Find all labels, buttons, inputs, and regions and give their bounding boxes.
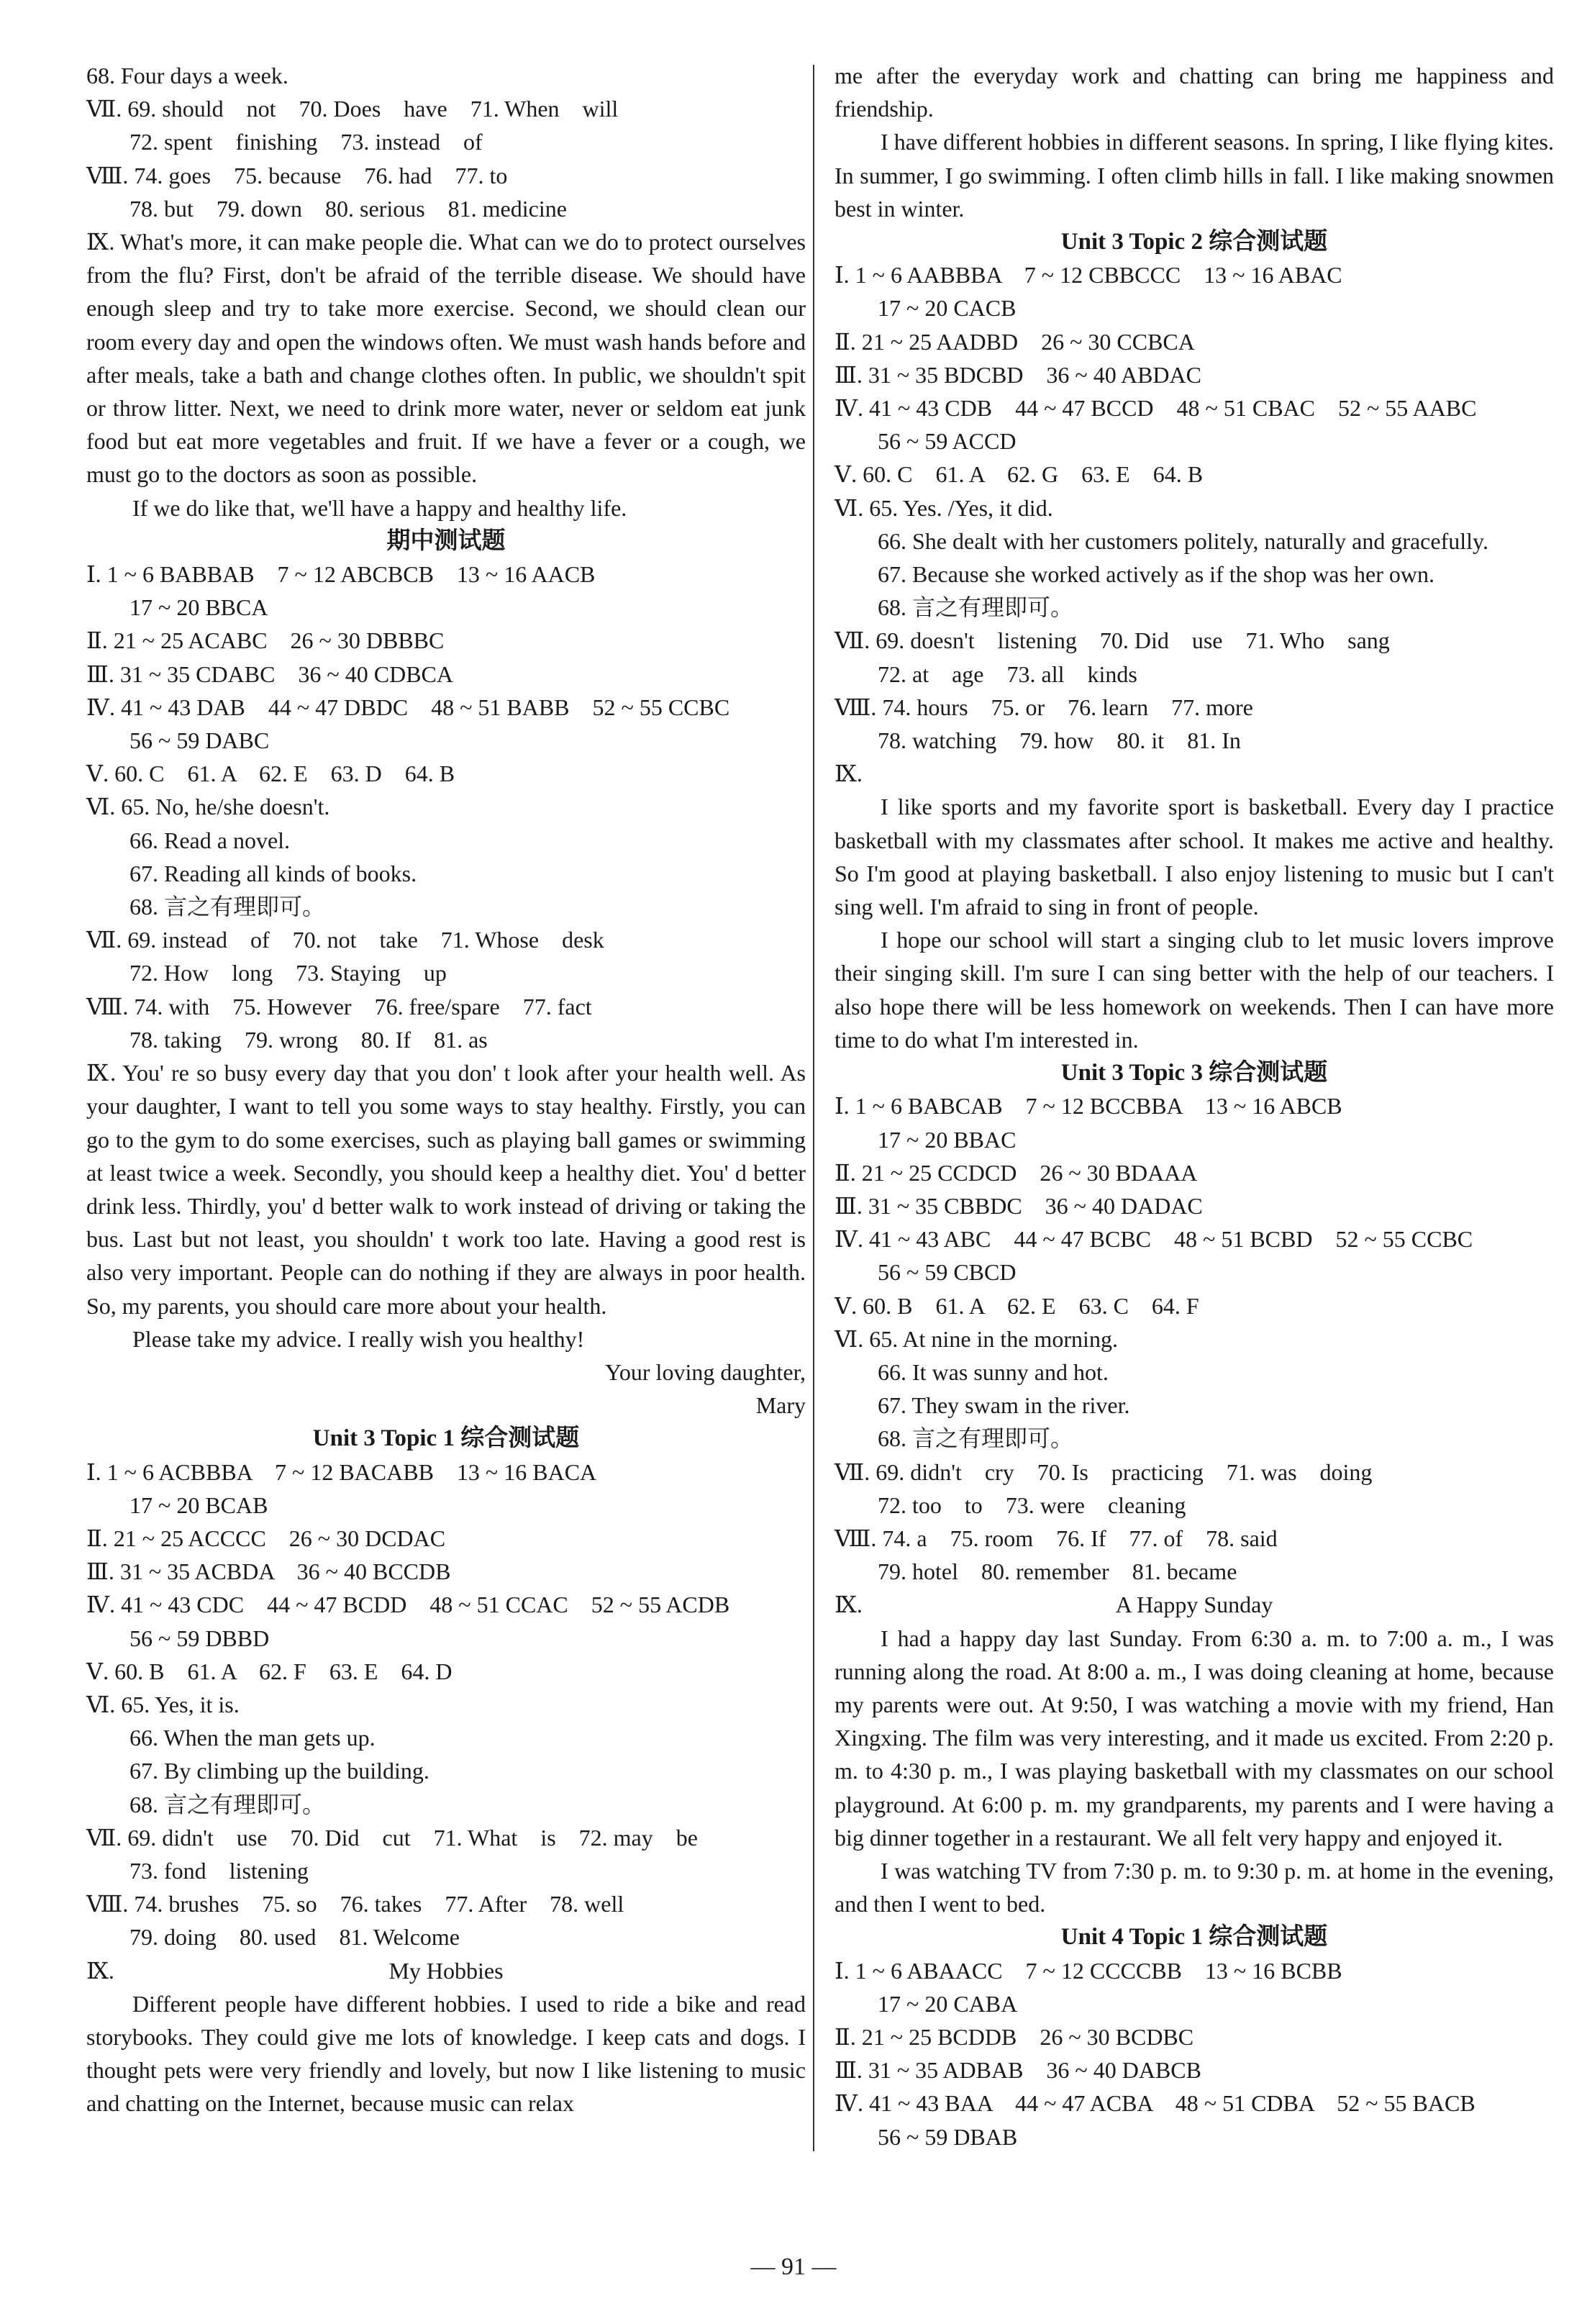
answer-line: Ⅷ. 74. with 75. However 76. free/spare 77. fact bbox=[86, 993, 592, 1020]
answer-line: 78. watching 79. how 80. it 81. In bbox=[878, 727, 1241, 754]
answer-line: 68. 言之有理即可。 bbox=[878, 594, 1074, 621]
answer-line: 72. How long 73. Staying up bbox=[129, 960, 447, 986]
answer-line: Ⅳ. 41 ~ 43 CDB 44 ~ 47 BCCD 48 ~ 51 CBAC 52 ~ 55 AABC bbox=[835, 395, 1477, 422]
answer-line: 78. taking 79. wrong 80. If 81. as bbox=[129, 1026, 488, 1053]
section-number: Ⅸ. bbox=[835, 1592, 863, 1618]
answer-line: 17 ~ 20 BBAC bbox=[878, 1126, 1017, 1153]
answer-line: Ⅰ. 1 ~ 6 AABBBA 7 ~ 12 CBBCCC 13 ~ 16 ABAC bbox=[835, 262, 1342, 289]
answer-line: 72. spent finishing 73. instead of bbox=[129, 129, 483, 155]
answer-line: 56 ~ 59 DABC bbox=[129, 727, 270, 754]
paragraph-text: I had a happy day last Sunday. From 6:30 a. m. to 7:00 a. m., I was running along the road. At 8:00 a. m., I was doing cleaning at home, because my parents were out. At 9:50, I was watching a movie with my friend, Han Xingxing. The film was very interesting, and it made us excited. From 2:20 p. m. to 4:30 p. m., I was playing basketball with my classmates on our school playground. At 6:00 p. m. my grandparents, my parents and I were having a big dinner together in a restaurant. We all felt very happy and enjoyed it. bbox=[835, 1625, 1554, 1851]
answer-line: Ⅰ. 1 ~ 6 BABCAB 7 ~ 12 BCCBBA 13 ~ 16 ABCB bbox=[835, 1093, 1342, 1120]
answer-line: 67. By climbing up the building. bbox=[129, 1758, 429, 1784]
essay-title: My Hobbies bbox=[388, 1957, 504, 1984]
answer-line: 56 ~ 59 DBAB bbox=[878, 2123, 1018, 2150]
answer-line: Ⅴ. 60. B 61. A 62. F 63. E 64. D bbox=[86, 1658, 453, 1684]
answer-line: Ⅶ. 69. didn't cry 70. Is practicing 71. was doing bbox=[835, 1458, 1373, 1485]
essay-paragraph bbox=[86, 1322, 806, 1356]
paragraph-text: I was watching TV from 7:30 p. m. to 9:30 p. m. at home in the evening, and then I went to bed. bbox=[835, 1857, 1554, 1917]
essay-paragraph bbox=[86, 491, 806, 525]
paragraph-text: I hope our school will start a singing club to let music lovers improve their singing skill. I'm sure I can sing better with the help of our teachers. I also hope there will be less homework on weekends. Then I can have more time to do what I'm interested in. bbox=[835, 927, 1554, 1053]
answer-line: Ⅱ. 21 ~ 25 ACCCC 26 ~ 30 DCDAC bbox=[86, 1525, 446, 1551]
page-number: — 91 — bbox=[750, 2253, 837, 2280]
answer-line: Ⅲ. 31 ~ 35 ACBDA 36 ~ 40 BCCDB bbox=[86, 1558, 451, 1585]
answer-line: Ⅴ. 60. B 61. A 62. E 63. C 64. F bbox=[835, 1292, 1199, 1319]
answer-line: Ⅰ. 1 ~ 6 BABBAB 7 ~ 12 ABCBCB 13 ~ 16 AACB bbox=[86, 561, 596, 588]
letter-signoff: Your loving daughter, bbox=[604, 1358, 806, 1385]
answer-line: 66. She dealt with her customers politely, naturally and gracefully. bbox=[878, 527, 1488, 554]
answer-line: 79. doing 80. used 81. Welcome bbox=[129, 1924, 460, 1951]
essay-paragraph bbox=[835, 1622, 1554, 1854]
essay-title: A Happy Sunday bbox=[1115, 1592, 1273, 1618]
answer-line: 72. at age 73. all kinds bbox=[878, 661, 1137, 687]
paragraph-text: I have different hobbies in different seasons. In spring, I like flying kites. In summer, I go swimming. I often climb hills in fall. I like making snowmen best in winter. bbox=[835, 129, 1554, 222]
answer-line: Ⅳ. 41 ~ 43 BAA 44 ~ 47 ACBA 48 ~ 51 CDBA 52 ~ 55 BACB bbox=[835, 2090, 1475, 2117]
answer-line: Ⅶ. 69. doesn't listening 70. Did use 71. Who sang bbox=[835, 627, 1390, 654]
answer-line: 17 ~ 20 CACB bbox=[878, 295, 1017, 322]
essay-paragraph bbox=[835, 59, 1554, 125]
essay-paragraph bbox=[835, 923, 1554, 1056]
answer-line: Ⅱ. 21 ~ 25 BCDDB 26 ~ 30 BCDBC bbox=[835, 2023, 1194, 2050]
answer-line: Ⅰ. 1 ~ 6 ABAACC 7 ~ 12 CCCCBB 13 ~ 16 BCBB bbox=[835, 1957, 1342, 1984]
answer-line: Ⅷ. 74. a 75. room 76. If 77. of 78. said bbox=[835, 1525, 1278, 1551]
column-divider bbox=[813, 65, 814, 2151]
answer-line: Ⅳ. 41 ~ 43 CDC 44 ~ 47 BCDD 48 ~ 51 CCAC 52 ~ 55 ACDB bbox=[86, 1592, 730, 1618]
essay-paragraph bbox=[86, 225, 806, 491]
answer-line: 68. 言之有理即可。 bbox=[129, 894, 326, 920]
section-heading: Unit 3 Topic 1 综合测试题 bbox=[312, 1425, 580, 1452]
essay-title-row bbox=[835, 1588, 1554, 1621]
answer-line: 56 ~ 59 ACCD bbox=[878, 428, 1017, 455]
section-heading: Unit 3 Topic 2 综合测试题 bbox=[1060, 229, 1328, 255]
essay-paragraph bbox=[835, 1854, 1554, 1920]
answer-line: Ⅱ. 21 ~ 25 ACABC 26 ~ 30 DBBBC bbox=[86, 627, 445, 654]
answer-line: 68. Four days a week. bbox=[86, 63, 288, 88]
paragraph-text: Ⅸ. You' re so busy every day that you don' t look after your health well. As your daughter, I want to tell you some ways to stay healthy. Firstly, you can go to the gym to do some exercises, such as playing ball games or swimming at least twice a week. Secondly, you should keep a healthy diet. You' d better drink less. Thirdly, you' d better walk to work instead of driving or taking the bus. Last but not least, you shouldn' t work too late. Having a good rest is also very important. People can do nothing if they are always in poor health. So, my parents, you should care more about your health. bbox=[86, 1060, 806, 1319]
answer-line: Ⅲ. 31 ~ 35 BDCBD 36 ~ 40 ABDAC bbox=[835, 361, 1201, 388]
right-column bbox=[835, 59, 1554, 2153]
answer-line: Ⅵ. 65. Yes. /Yes, it did. bbox=[835, 494, 1053, 521]
answer-line: Ⅵ. 65. At nine in the morning. bbox=[835, 1325, 1118, 1352]
section-heading: Unit 4 Topic 1 综合测试题 bbox=[1060, 1924, 1328, 1951]
paragraph-text: If we do like that, we'll have a happy and healthy life. bbox=[132, 494, 627, 521]
answer-line: Ⅴ. 60. C 61. A 62. E 63. D 64. B bbox=[86, 761, 455, 787]
answer-line: 67. Reading all kinds of books. bbox=[129, 860, 417, 886]
letter-signoff: Mary bbox=[755, 1392, 806, 1419]
answer-line: Ⅱ. 21 ~ 25 AADBD 26 ~ 30 CCBCA bbox=[835, 328, 1195, 355]
answer-line: Ⅷ. 74. brushes 75. so 76. takes 77. After 78. well bbox=[86, 1891, 624, 1917]
left-column bbox=[86, 59, 806, 2120]
answer-line: Ⅶ. 69. didn't use 70. Did cut 71. What is 72. may be bbox=[86, 1824, 698, 1851]
essay-paragraph bbox=[86, 1056, 806, 1322]
answer-line: 17 ~ 20 BBCA bbox=[129, 594, 268, 621]
answer-line: Ⅸ. bbox=[835, 761, 863, 787]
answer-line: 17 ~ 20 BCAB bbox=[129, 1492, 268, 1518]
answer-line: Ⅲ. 31 ~ 35 CBBDC 36 ~ 40 DADAC bbox=[835, 1192, 1203, 1219]
answer-line: Ⅰ. 1 ~ 6 ACBBBA 7 ~ 12 BACABB 13 ~ 16 BACA bbox=[86, 1458, 597, 1485]
essay-paragraph bbox=[835, 125, 1554, 225]
answer-line: 17 ~ 20 CABA bbox=[878, 1990, 1018, 2017]
answer-line: 72. too to 73. were cleaning bbox=[878, 1492, 1186, 1518]
answer-line: Ⅷ. 74. hours 75. or 76. learn 77. more bbox=[835, 694, 1253, 720]
essay-paragraph bbox=[86, 1987, 806, 2120]
section-heading: Unit 3 Topic 3 综合测试题 bbox=[1060, 1060, 1328, 1086]
answer-line: 68. 言之有理即可。 bbox=[129, 1791, 326, 1817]
answer-line: 78. but 79. down 80. serious 81. medicine bbox=[129, 195, 567, 222]
answer-line: Ⅳ. 41 ~ 43 ABC 44 ~ 47 BCBC 48 ~ 51 BCBD 52 ~ 55 CCBC bbox=[835, 1226, 1473, 1253]
essay-title-row bbox=[86, 1954, 806, 1987]
answer-line: Ⅶ. 69. instead of 70. not take 71. Whose desk bbox=[86, 927, 604, 953]
answer-line: 79. hotel 80. remember 81. became bbox=[878, 1558, 1237, 1585]
answer-line: Ⅲ. 31 ~ 35 CDABC 36 ~ 40 CDBCA bbox=[86, 661, 453, 687]
answer-line: Ⅵ. 65. Yes, it is. bbox=[86, 1691, 240, 1717]
paragraph-text: me after the everyday work and chatting can bring me happiness and friendship. bbox=[835, 63, 1554, 122]
section-number: Ⅸ. bbox=[86, 1957, 114, 1984]
answer-line: Ⅷ. 74. goes 75. because 76. had 77. to bbox=[86, 162, 508, 189]
answer-line: 67. Because she worked actively as if the shop was her own. bbox=[878, 561, 1434, 588]
answer-line: 68. 言之有理即可。 bbox=[878, 1425, 1074, 1452]
answer-line: Ⅳ. 41 ~ 43 DAB 44 ~ 47 DBDC 48 ~ 51 BABB 52 ~ 55 CCBC bbox=[86, 694, 730, 720]
answer-line: 66. When the man gets up. bbox=[129, 1725, 376, 1751]
answer-line: Ⅴ. 60. C 61. A 62. G 63. E 64. B bbox=[835, 461, 1204, 488]
answer-line: 66. Read a novel. bbox=[129, 827, 291, 853]
answer-line: 56 ~ 59 DBBD bbox=[129, 1625, 270, 1651]
answer-line: Ⅶ. 69. should not 70. Does have 71. When will bbox=[86, 96, 619, 122]
paragraph-text: Different people have different hobbies. I used to ride a bike and read storybooks. They could give me lots of knowledge. I keep cats and dogs. I thought pets were very friendly and lovely, but now I like listening to music and chatting on the Internet, because music can relax bbox=[86, 1990, 806, 2117]
answer-line: 67. They swam in the river. bbox=[878, 1392, 1130, 1419]
section-heading: 期中测试题 bbox=[386, 527, 506, 554]
answer-line: Ⅲ. 31 ~ 35 ADBAB 36 ~ 40 DABCB bbox=[835, 2057, 1201, 2084]
paragraph-text: Ⅸ. What's more, it can make people die. What can we do to protect ourselves from the flu? First, don't be afraid of the terrible disease. We should have enough sleep and try to take more exercise. Second, we should clean our room every day and open the windows often. We must wash hands before and after meals, take a bath and change clothes often. In public, we shouldn't spit or throw litter. Next, we need to drink more water, never or seldom eat junk food but eat more vegetables and fruit. If we have a fever or a cough, we must go to the doctors as soon as possible. bbox=[86, 229, 806, 488]
answer-line: 73. fond listening bbox=[129, 1857, 309, 1884]
answer-line: 66. It was sunny and hot. bbox=[878, 1358, 1109, 1385]
answer-line: 56 ~ 59 CBCD bbox=[878, 1259, 1017, 1286]
paragraph-text: Please take my advice. I really wish you healthy! bbox=[132, 1325, 585, 1352]
paragraph-text: I like sports and my favorite sport is basketball. Every day I practice basketball with my classmates after school. It makes me active and healthy. So I'm good at playing basketball. I also enjoy listening to music but I can't sing well. I'm afraid to sing in front of people. bbox=[835, 794, 1554, 920]
essay-paragraph bbox=[835, 790, 1554, 923]
answer-line: Ⅱ. 21 ~ 25 CCDCD 26 ~ 30 BDAAA bbox=[835, 1159, 1198, 1186]
answer-line: Ⅵ. 65. No, he/she doesn't. bbox=[86, 794, 330, 820]
